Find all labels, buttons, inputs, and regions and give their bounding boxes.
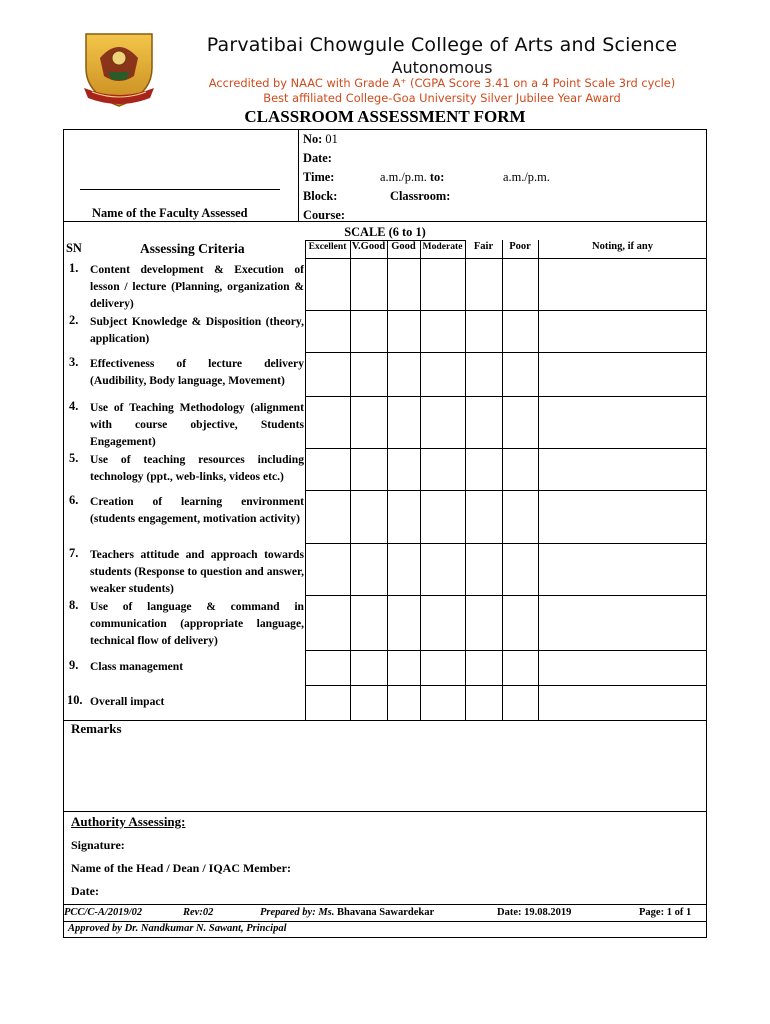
scale-column-6: Poor <box>509 241 531 252</box>
rating-cell-good[interactable] <box>388 259 419 309</box>
rating-cell-good[interactable] <box>388 651 419 684</box>
criterion-number: 8. <box>69 598 79 612</box>
criterion-text: Overall impact <box>90 695 165 708</box>
course-field[interactable]: Course: <box>303 208 345 222</box>
rating-cell-moderate[interactable] <box>421 449 464 489</box>
rating-cell-good[interactable] <box>388 686 419 719</box>
rating-cell-poor[interactable] <box>503 686 537 719</box>
criterion-number: 5. <box>69 451 79 465</box>
top-block-bottom <box>63 221 707 222</box>
rating-cell-vgood[interactable] <box>351 596 386 649</box>
footer-top <box>63 904 707 905</box>
rating-cell-fair[interactable] <box>466 397 501 447</box>
noting-cell[interactable] <box>539 544 706 594</box>
form-number[interactable]: No: 01 <box>303 132 338 146</box>
doc-code: PCC/C-A/2019/02 <box>64 907 143 918</box>
rating-cell-vgood[interactable] <box>351 651 386 684</box>
time-to-unit: a.m./p.m. <box>503 170 550 184</box>
noting-cell[interactable] <box>539 449 706 489</box>
rating-cell-good[interactable] <box>388 397 419 447</box>
rating-cell-moderate[interactable] <box>421 311 464 351</box>
rating-cell-poor[interactable] <box>503 449 537 489</box>
rating-cell-moderate[interactable] <box>421 353 464 395</box>
scale-column-5: Fair <box>473 241 494 252</box>
autonomous-label: Autonomous <box>391 58 493 77</box>
noting-header: Noting, if any <box>592 241 653 252</box>
rating-cell-fair[interactable] <box>466 651 501 684</box>
revision: Rev:02 <box>183 907 214 918</box>
rating-cell-good[interactable] <box>388 449 419 489</box>
time-from[interactable]: a.m./p.m. to: <box>380 170 445 184</box>
rating-cell-fair[interactable] <box>466 311 501 351</box>
rating-cell-moderate[interactable] <box>421 686 464 719</box>
rating-cell-excellent[interactable] <box>306 311 349 351</box>
rating-cell-poor[interactable] <box>503 397 537 447</box>
form-title: CLASSROOM ASSESSMENT FORM <box>244 107 526 126</box>
rating-cell-poor[interactable] <box>503 353 537 395</box>
sn-header: SN <box>66 241 82 255</box>
award-text: Best affiliated College-Goa University Silver Jubilee Year Award <box>263 91 621 105</box>
criteria-header: Assessing Criteria <box>140 241 245 256</box>
page-number: Page: 1 of 1 <box>639 907 692 918</box>
rating-cell-moderate[interactable] <box>421 491 464 542</box>
rating-cell-fair[interactable] <box>466 449 501 489</box>
rating-cell-excellent[interactable] <box>306 259 349 309</box>
rating-cell-poor[interactable] <box>503 596 537 649</box>
rating-cell-vgood[interactable] <box>351 353 386 395</box>
scale-column-4: Moderate <box>422 241 463 252</box>
noting-cell[interactable] <box>539 353 706 395</box>
accreditation-text: Accredited by NAAC with Grade A⁺ (CGPA Score 3.41 on a 4 Point Scale 3rd cycle) <box>208 76 676 90</box>
block-field[interactable]: Block: <box>303 189 338 203</box>
time-field[interactable]: Time: <box>303 170 335 184</box>
criterion-number: 9. <box>69 658 79 672</box>
rating-cell-good[interactable] <box>388 491 419 542</box>
faculty-name-label: Name of the Faculty Assessed <box>92 206 248 220</box>
rating-cell-moderate[interactable] <box>421 651 464 684</box>
noting-cell[interactable] <box>539 596 706 649</box>
grid-bottom <box>63 720 707 721</box>
criterion-text: Use of Teaching Methodology (alignment with course objective, Students Engagement) <box>90 401 304 448</box>
criterion-number: 4. <box>69 399 79 413</box>
remarks-bottom <box>63 811 707 812</box>
rating-cell-moderate[interactable] <box>421 596 464 649</box>
rating-cell-moderate[interactable] <box>421 544 464 594</box>
scale-column-2: V.Good <box>351 241 386 252</box>
authority-label: Authority Assessing: <box>71 814 186 829</box>
noting-cell[interactable] <box>539 311 706 351</box>
rating-cell-vgood[interactable] <box>351 686 386 719</box>
rating-cell-fair[interactable] <box>466 491 501 542</box>
rating-cell-poor[interactable] <box>503 259 537 309</box>
rating-cell-good[interactable] <box>388 353 419 395</box>
rating-cell-poor[interactable] <box>503 651 537 684</box>
noting-cell[interactable] <box>539 397 706 447</box>
rating-cell-vgood[interactable] <box>351 259 386 309</box>
rating-cell-fair[interactable] <box>466 686 501 719</box>
scale-column-1: Excellent <box>308 241 347 252</box>
rating-cell-excellent[interactable] <box>306 397 349 447</box>
scale-column-3: Good <box>391 241 416 252</box>
rating-cell-fair[interactable] <box>466 596 501 649</box>
rating-cell-vgood[interactable] <box>351 397 386 447</box>
prepared-by: Prepared by: Ms. Bhavana Sawardekar <box>260 907 435 918</box>
rating-cell-good[interactable] <box>388 544 419 594</box>
criterion-number: 3. <box>69 355 79 369</box>
rating-cell-excellent[interactable] <box>306 353 349 395</box>
noting-cell[interactable] <box>539 651 706 684</box>
top-divider <box>298 129 299 221</box>
doc-date: Date: 19.08.2019 <box>497 907 572 918</box>
assessor-name-field[interactable]: Name of the Head / Dean / IQAC Member: <box>71 861 291 875</box>
rating-cell-poor[interactable] <box>503 491 537 542</box>
noting-cell[interactable] <box>539 491 706 542</box>
criterion-number: 10. <box>67 693 83 707</box>
assessor-date-field[interactable]: Date: <box>71 884 99 898</box>
approved-by: Approved by Dr. Nandkumar N. Sawant, Principal <box>68 923 287 934</box>
criterion-number: 1. <box>69 261 79 275</box>
rating-cell-poor[interactable] <box>503 311 537 351</box>
rating-cell-excellent[interactable] <box>306 491 349 542</box>
rating-cell-vgood[interactable] <box>351 544 386 594</box>
criterion-text: Effectiveness of lecture delivery (Audibility, Body language, Movement) <box>90 357 304 387</box>
rating-cell-excellent[interactable] <box>306 544 349 594</box>
rating-cell-fair[interactable] <box>466 259 501 309</box>
footer-mid <box>63 921 707 922</box>
rating-cell-excellent[interactable] <box>306 686 349 719</box>
faculty-name-line[interactable] <box>80 189 280 190</box>
criterion-text: Content development & Execution of lesson / lecture (Planning, organization & delivery) <box>90 263 304 310</box>
criterion-text: Class management <box>90 660 184 673</box>
rating-cell-moderate[interactable] <box>421 397 464 447</box>
rating-cell-excellent[interactable] <box>306 596 349 649</box>
criterion-text: Teachers attitude and approach towards students (Response to question and answer, weaker students) <box>90 548 304 595</box>
criterion-number: 2. <box>69 313 79 327</box>
rating-cell-moderate[interactable] <box>421 259 464 309</box>
rating-cell-vgood[interactable] <box>351 491 386 542</box>
rating-cell-fair[interactable] <box>466 353 501 395</box>
rating-cell-fair[interactable] <box>466 544 501 594</box>
rating-cell-excellent[interactable] <box>306 651 349 684</box>
noting-cell[interactable] <box>539 259 706 309</box>
classroom-field[interactable]: Classroom: <box>390 189 451 203</box>
criterion-number: 6. <box>69 493 79 507</box>
college-crest-logo <box>78 28 160 110</box>
rating-cell-vgood[interactable] <box>351 449 386 489</box>
criterion-text: Use of teaching resources including technology (ppt., web-links, videos etc.) <box>90 453 304 483</box>
criterion-text: Creation of learning environment (students engagement, motivation activity) <box>90 495 304 525</box>
criterion-text: Use of language & command in communication (appropriate language, technical flow of delivery) <box>90 600 304 647</box>
scale-title: SCALE (6 to 1) <box>344 225 426 239</box>
date-field[interactable]: Date: <box>303 151 332 165</box>
criterion-text: Subject Knowledge & Disposition (theory, application) <box>90 315 304 345</box>
signature-field[interactable]: Signature: <box>71 838 125 852</box>
rating-cell-poor[interactable] <box>503 544 537 594</box>
rating-cell-good[interactable] <box>388 311 419 351</box>
rating-cell-good[interactable] <box>388 596 419 649</box>
rating-cell-excellent[interactable] <box>306 449 349 489</box>
noting-cell[interactable] <box>539 686 706 719</box>
criterion-number: 7. <box>69 546 79 560</box>
college-name: Parvatibai Chowgule College of Arts and Science <box>206 34 678 56</box>
remarks-label: Remarks <box>71 721 122 736</box>
rating-cell-vgood[interactable] <box>351 311 386 351</box>
